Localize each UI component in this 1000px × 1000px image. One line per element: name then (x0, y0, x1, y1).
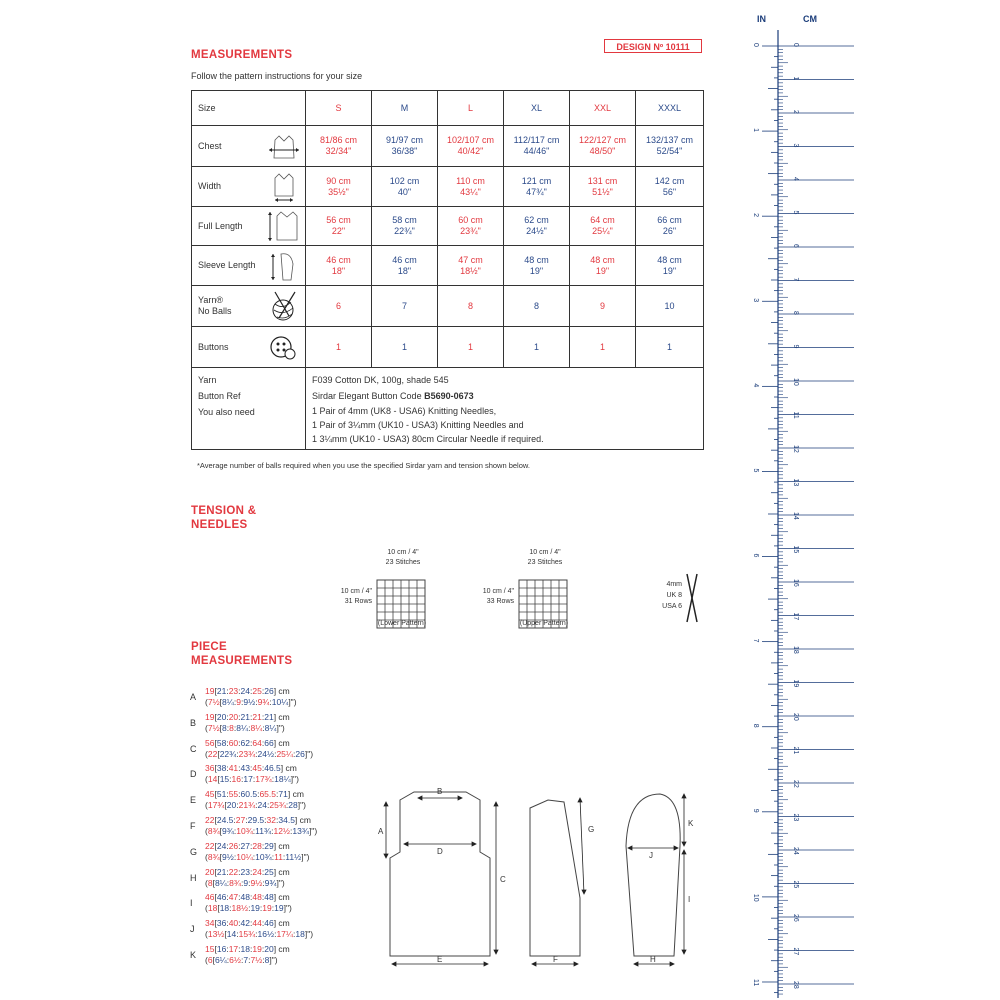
piece-cm-values: 45[51:55:60.5:65.5:71] cm (205, 789, 304, 800)
piece-cm-values: 46[46:47:48:48:48] cm (205, 892, 290, 903)
piece-cm-values: 19[20:20:21:21:21] cm (205, 711, 290, 722)
cell: 112/117 cm 44/46" (504, 126, 570, 167)
ruler-cm-number: 2 (792, 110, 799, 114)
ruler-inch-label: IN (757, 14, 766, 24)
ruler-cm-number: 25 (792, 880, 799, 889)
you-also-need-label: You also need (198, 407, 255, 417)
need-item: 1 3¼mm (UK10 - USA3) 80cm Circular Needle if required. (312, 434, 544, 444)
cell: 46 cm 18" (306, 246, 372, 286)
tension-swatch-lower: 10 cm / 4" 23 Stitches 10 cm / 4" 31 Rows (Lower Pattern) (330, 548, 450, 633)
ruler-inch-number: 4 (752, 383, 759, 388)
table-row (192, 246, 704, 286)
piece-letter: I (190, 898, 193, 909)
cell: 48 cm 19" (570, 246, 636, 286)
table-row (192, 286, 704, 327)
piece-cm-values: 15[16:17:18:19:20] cm (205, 944, 290, 954)
need-item: 1 Pair of 3¼mm (UK10 - USA3) Knitting Needles and (312, 420, 524, 430)
button-ref-label: Button Ref (198, 391, 241, 401)
measuring-ruler (736, 30, 860, 998)
cell: 47 cm 18½" (438, 246, 504, 286)
cell: 58 cm 22¾" (372, 207, 438, 246)
piece-inch-values: (18[18:18½:19:19:19]") (205, 903, 292, 914)
cell: 48 cm 19" (636, 246, 704, 286)
cell: 10 (636, 286, 704, 327)
piece-inch-values: (17¾[20:21¾:24:25¾:28]") (205, 800, 306, 811)
needle-size-labels: 4mm UK 8 USA 6 (662, 581, 682, 610)
ruler-inch-number: 6 (752, 553, 759, 558)
row-label: Full Length (198, 220, 243, 231)
ruler-cm-number: 5 (792, 210, 799, 215)
ruler-cm-number: 3 (792, 143, 799, 148)
piece-inch-values: (14[15:16:17:17¾:18¼]") (205, 774, 299, 785)
piece-letter: F (190, 821, 196, 831)
full-length-icon (265, 210, 301, 243)
piece-inch-values: (8[8¼:8¾:9:9½:9¾]") (205, 877, 285, 888)
ruler-inch-number: 10 (752, 893, 759, 902)
ruler-inch-number: 9 (752, 808, 759, 813)
row-label-full-length (192, 207, 306, 246)
ruler-inch-number: 7 (752, 638, 759, 643)
piece-letter: D (190, 769, 197, 780)
cell: 1 (570, 327, 636, 368)
row-label-yarn (192, 286, 306, 327)
ruler-cm-number: 24 (792, 847, 799, 855)
size-xxl: XXL (570, 91, 636, 126)
cell: 121 cm 47¾" (504, 167, 570, 207)
piece-letter: E (190, 795, 197, 806)
row-label: Yarn® (198, 295, 223, 305)
piece-cm-values: 56[58:60:62:64:66] cm (205, 737, 290, 748)
piece-letter: K (190, 950, 197, 960)
button-ref-code: B5690-0673 (424, 391, 474, 401)
yarn-value: F039 Cotton DK, 100g, shade 545 (312, 375, 449, 385)
row-label-chest (192, 126, 306, 167)
cell: 90 cm 35½" (306, 167, 372, 207)
cell: 110 cm 43¼" (438, 167, 504, 207)
ruler-cm-number: 18 (792, 646, 799, 654)
ruler-cm-number: 9 (792, 344, 799, 349)
table-row (192, 167, 704, 207)
cell: 66 cm 26" (636, 207, 704, 246)
piece-cm-values: 34[36:40:42:44:46] cm (205, 918, 290, 929)
row-label: Chest (198, 140, 222, 151)
chest-icon (267, 132, 301, 162)
ruler-cm-number: 6 (792, 244, 799, 248)
ruler-cm-number: 20 (792, 713, 799, 721)
size-label: Size (192, 91, 306, 126)
size-m: M (372, 91, 438, 126)
row-label: Sleeve Length (198, 260, 256, 270)
piece-inch-values: (6[6¼:6½:7:7½:8]") (205, 955, 278, 965)
piece-letter: B (190, 717, 197, 728)
piece-letter: A (190, 692, 197, 702)
table-row (192, 207, 704, 246)
cell: 131 cm 51½" (570, 167, 636, 207)
table-row (192, 327, 704, 368)
info-labels (192, 368, 306, 450)
piece-cm-values: 22[24:26:27:28:29] cm (205, 840, 290, 851)
ruler-cm-number: 23 (792, 813, 799, 822)
info-row (192, 368, 704, 450)
button-ref-value: Sirdar Elegant Button Code B5690-0673 (312, 391, 474, 401)
ruler-cm-number: 15 (792, 545, 799, 554)
measurements-table (191, 90, 704, 450)
tension-swatch-upper: 10 cm / 4" 23 Stitches 10 cm / 4" 33 Rows (Upper Pattern) (472, 548, 592, 633)
diagram-label-k: K (688, 819, 694, 828)
piece-measurements-title: PIECE MEASUREMENTS (191, 641, 293, 667)
piece-cm-values: 36[38:41:43:45:46.5] cm (205, 763, 297, 774)
diagram-label-i: I (688, 895, 691, 904)
row-label: No Balls (198, 306, 232, 316)
ruler-cm-number: 17 (792, 612, 799, 621)
ruler-cm-number: 27 (792, 947, 799, 956)
width-icon (267, 172, 301, 202)
cell: 1 (438, 327, 504, 368)
piece-inch-values: (7½[8¼:9:9½:9¾:10¼]") (205, 697, 297, 707)
diagram-label-h: H (650, 955, 656, 964)
table-row (192, 126, 704, 167)
piece-inch-values: (8¾[9½:10¼:10¾:11:11½]") (205, 851, 310, 862)
cell: 81/86 cm 32/34" (306, 126, 372, 167)
diagram-label-c: C (500, 875, 506, 884)
design-number-badge: DESIGN Nº 10111 (604, 39, 702, 53)
yarn-label: Yarn (198, 375, 217, 385)
size-s: S (306, 91, 372, 126)
ruler-cm-number: 11 (792, 411, 799, 419)
intro-text: Follow the pattern instructions for your size (191, 71, 363, 81)
cell: 60 cm 23¾" (438, 207, 504, 246)
cell: 1 (636, 327, 704, 368)
cell: 9 (570, 286, 636, 327)
ruler-cm-number: 14 (792, 512, 799, 520)
ruler-inch-number: 11 (752, 978, 759, 987)
cell: 102/107 cm 40/42" (438, 126, 504, 167)
piece-letter: J (190, 924, 195, 935)
diagram-label-d: D (437, 847, 443, 856)
ruler-cm-number: 13 (792, 478, 799, 487)
diagram-label-f: F (553, 955, 558, 964)
diagram-label-a: A (378, 827, 384, 836)
ruler-cm-number: 19 (792, 679, 799, 688)
cell: 48 cm 19" (504, 246, 570, 286)
size-header-row (192, 91, 704, 126)
ruler-inch-number: 5 (752, 468, 759, 473)
piece-letter: C (190, 743, 197, 754)
ruler-cm-number: 1 (792, 76, 799, 81)
button-icon (269, 334, 297, 362)
row-label: Width (198, 181, 222, 191)
cell: 56 cm 22" (306, 207, 372, 246)
knitting-needles-icon (684, 572, 700, 624)
tension-title: TENSION & NEEDLES (191, 505, 257, 531)
ruler-inch-number: 8 (752, 723, 759, 728)
ruler-cm-number: 16 (792, 579, 799, 587)
piece-cm-values: 20[21:22:23:24:25] cm (205, 866, 290, 877)
cell: 8 (504, 286, 570, 327)
piece-letter: H (190, 872, 197, 883)
row-label-buttons (192, 327, 306, 368)
cell: 62 cm 24½" (504, 207, 570, 246)
piece-letter: G (190, 846, 198, 857)
ruler-cm-number: 0 (792, 43, 799, 47)
piece-inch-values: (22[22¾:23¾:24½:25¼:26]") (205, 748, 314, 759)
cell: 6 (306, 286, 372, 327)
diagram-label-j: J (649, 851, 653, 860)
cell: 102 cm 40" (372, 167, 438, 207)
piece-inch-values: (8¾[9¾:10¾:11¾:12½:13¾]") (205, 826, 318, 836)
ruler-cm-number: 8 (792, 311, 799, 315)
ruler-cm-number: 4 (792, 177, 799, 181)
cell: 46 cm 18" (372, 246, 438, 286)
size-xxxl: XXXL (636, 91, 704, 126)
cell: 122/127 cm 48/50" (570, 126, 636, 167)
row-label-width (192, 167, 306, 207)
cell: 132/137 cm 52/54" (636, 126, 704, 167)
diagram-label-g: G (588, 825, 595, 834)
ruler-cm-number: 7 (792, 277, 799, 282)
diagram-label-b: B (437, 787, 443, 796)
size-l: L (438, 91, 504, 126)
ruler-inch-number: 2 (752, 213, 759, 218)
piece-inch-values: (13½[14:15¾:16½:17¼:18]") (205, 929, 314, 940)
ruler-cm-number: 28 (792, 981, 799, 989)
yarn-ball-icon (269, 290, 299, 324)
need-item: 1 Pair of 4mm (UK8 - USA6) Knitting Needles, (312, 406, 497, 416)
footnote: *Average number of balls required when you use the specified Sirdar yarn and tension shown below. (197, 461, 530, 470)
sleeve-length-icon (269, 250, 299, 283)
ruler-cm-number: 10 (792, 378, 799, 386)
ruler-cm-number: 12 (792, 445, 799, 453)
cell: 1 (372, 327, 438, 368)
piece-diagrams (370, 778, 710, 970)
ruler-inch-number: 1 (752, 128, 759, 132)
piece-inch-values: (7½[8:8:8¼:8¼:8¼]") (205, 722, 285, 733)
size-xl: XL (504, 91, 570, 126)
diagram-label-e: E (437, 955, 443, 964)
ruler-cm-number: 26 (792, 914, 799, 922)
ruler-cm-number: 22 (792, 780, 799, 788)
ruler-cm-number: 21 (792, 746, 799, 755)
cell: 91/97 cm 36/38" (372, 126, 438, 167)
cell: 7 (372, 286, 438, 327)
cell: 142 cm 56" (636, 167, 704, 207)
cell: 8 (438, 286, 504, 327)
row-label-sleeve-length (192, 246, 306, 286)
row-label: Buttons (198, 341, 229, 352)
ruler-inch-number: 3 (752, 298, 759, 303)
measurements-title: MEASUREMENTS (191, 49, 293, 61)
piece-cm-values: 22[24.5:27:29.5:32:34.5] cm (205, 815, 311, 825)
piece-cm-values: 19[21:23:24:25:26] cm (205, 686, 290, 696)
info-values (306, 368, 704, 450)
cell: 1 (306, 327, 372, 368)
cell: 1 (504, 327, 570, 368)
ruler-inch-number: 0 (752, 43, 759, 47)
ruler-cm-label: CM (803, 14, 817, 24)
cell: 64 cm 25¼" (570, 207, 636, 246)
